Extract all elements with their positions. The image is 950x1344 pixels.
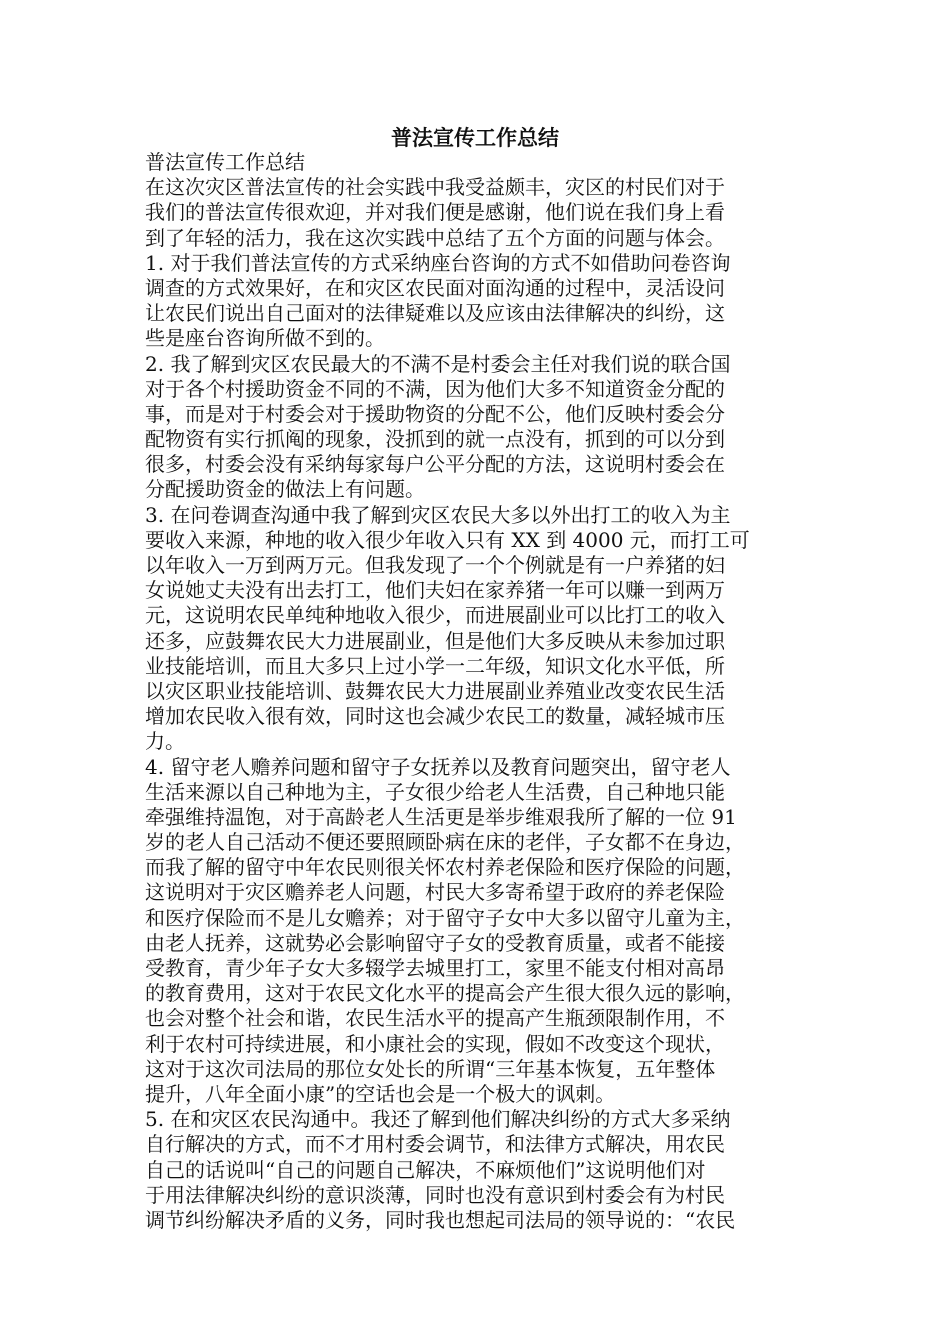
text-line: 生活来源以自己种地为主，子女很少给老人生活费，自己种地只能 [145,779,725,804]
text-line: 1. 对于我们普法宣传的方式采纳座台咨询的方式不如借助问卷咨询 [145,250,731,275]
text-line: 也会对整个社会和谐，农民生活水平的提高产生瓶颈限制作用，不 [145,1006,725,1031]
text-line: 自己的话说叫“自己的问题自己解决，不麻烦他们”这说明他们对 [145,1157,706,1182]
text-line: 利于农村可持续进展，和小康社会的实现，假如不改变这个现状， [145,1031,725,1056]
text-line: 女说她丈夫没有出去打工，他们夫妇在家养猪一年可以赚一到两万 [145,578,725,603]
text-line: 对于各个村援助资金不同的不满，因为他们大多不知道资金分配的 [145,376,725,401]
text-line: 我们的普法宣传很欢迎，并对我们便是感谢，他们说在我们身上看 [145,200,725,225]
text-line: 的教育费用，这对于农民文化水平的提高会产生很大很久远的影响， [145,981,745,1006]
text-line: 增加农民收入很有效，同时这也会减少农民工的数量，减轻城市压 [145,704,725,729]
text-line: 由老人抚养，这就势必会影响留守子女的受教育质量，或者不能接 [145,930,725,955]
text-line: 提升，八年全面小康”的空话也会是一个极大的讽刺。 [145,1081,616,1106]
text-line: 这对于这次司法局的那位女处长的所谓“三年基本恢复，五年整体 [145,1056,716,1081]
text-line: 岁的老人自己活动不便还要照顾卧病在床的老伴，子女都不在身边， [145,830,745,855]
text-line: 到了年轻的活力，我在这次实践中总结了五个方面的问题与体会。 [145,225,725,250]
text-line: 和医疗保险而不是儿女赡养；对于留守子女中大多以留守儿童为主， [145,905,745,930]
text-line: 2. 我了解到灾区农民最大的不满不是村委会主任对我们说的联合国 [145,351,731,376]
text-line: 以年收入一万到两万元。但我发现了一个个例就是有一户养猪的妇 [145,553,725,577]
text-line: 受教育，青少年子女大多辍学去城里打工，家里不能支付相对高昂 [145,956,725,980]
text-line: 4. 留守老人赡养问题和留守子女抚养以及教育问题突出，留守老人 [145,754,731,779]
text-line: 些是座台咨询所做不到的。 [145,326,385,351]
text-line: 而我了解的留守中年农民则很关怀农村养老保险和医疗保险的问题， [145,855,745,880]
text-line: 5. 在和灾区农民沟通中。我还了解到他们解决纠纷的方式大多采纳 [145,1107,731,1132]
text-line: 3. 在问卷调查沟通中我了解到灾区农民大多以外出打工的收入为主 [145,502,731,527]
text-line: 业技能培训，而且大多只上过小学一二年级，知识文化水平低，所 [145,653,725,678]
text-line: 在这次灾区普法宣传的社会实践中我受益颇丰，灾区的村民们对于 [145,175,725,200]
text-line: 事，而是对于村委会对于援助物资的分配不公，他们反映村委会分 [145,401,725,426]
text-line: 力。 [145,729,185,754]
document-body [145,150,825,1233]
text-line: 分配援助资金的做法上有问题。 [145,477,425,502]
text-line: 调节纠纷解决矛盾的义务，同时我也想起司法局的领导说的：“农民 [145,1207,736,1232]
text-line: 以灾区职业技能培训、鼓舞农民大力进展副业养殖业改变农民生活 [145,678,725,703]
text-line: 自行解决的方式，而不才用村委会调节，和法律方式解决，用农民 [145,1132,725,1157]
text-line: 要收入来源，种地的收入很少年收入只有 XX 到 4000 元，而打工可 [145,527,750,552]
document-title: 普法宣传工作总结 [391,125,559,150]
text-line: 让农民们说出自己面对的法律疑难以及应该由法律解决的纠纷，这 [145,301,725,326]
text-line: 普法宣传工作总结 [145,150,305,174]
text-line: 配物资有实行抓阄的现象，没抓到的就一点没有，抓到的可以分到 [145,427,725,452]
text-line: 这说明对于灾区赡养老人问题，村民大多寄希望于政府的养老保险 [145,880,725,905]
text-line: 很多，村委会没有采纳每家每户公平分配的方法，这说明村委会在 [145,452,725,477]
text-line: 还多，应鼓舞农民大力进展副业，但是他们大多反映从未参加过职 [145,628,725,653]
text-line: 牵强维持温饱，对于高龄老人生活更是举步维艰我所了解的一位 91 [145,804,737,829]
text-line: 于用法律解决纠纷的意识淡薄，同时也没有意识到村委会有为村民 [145,1182,725,1207]
text-line: 调查的方式效果好，在和灾区农民面对面沟通的过程中，灵活设问 [145,275,725,300]
text-line: 元，这说明农民单纯种地收入很少，而进展副业可以比打工的收入 [145,603,725,628]
